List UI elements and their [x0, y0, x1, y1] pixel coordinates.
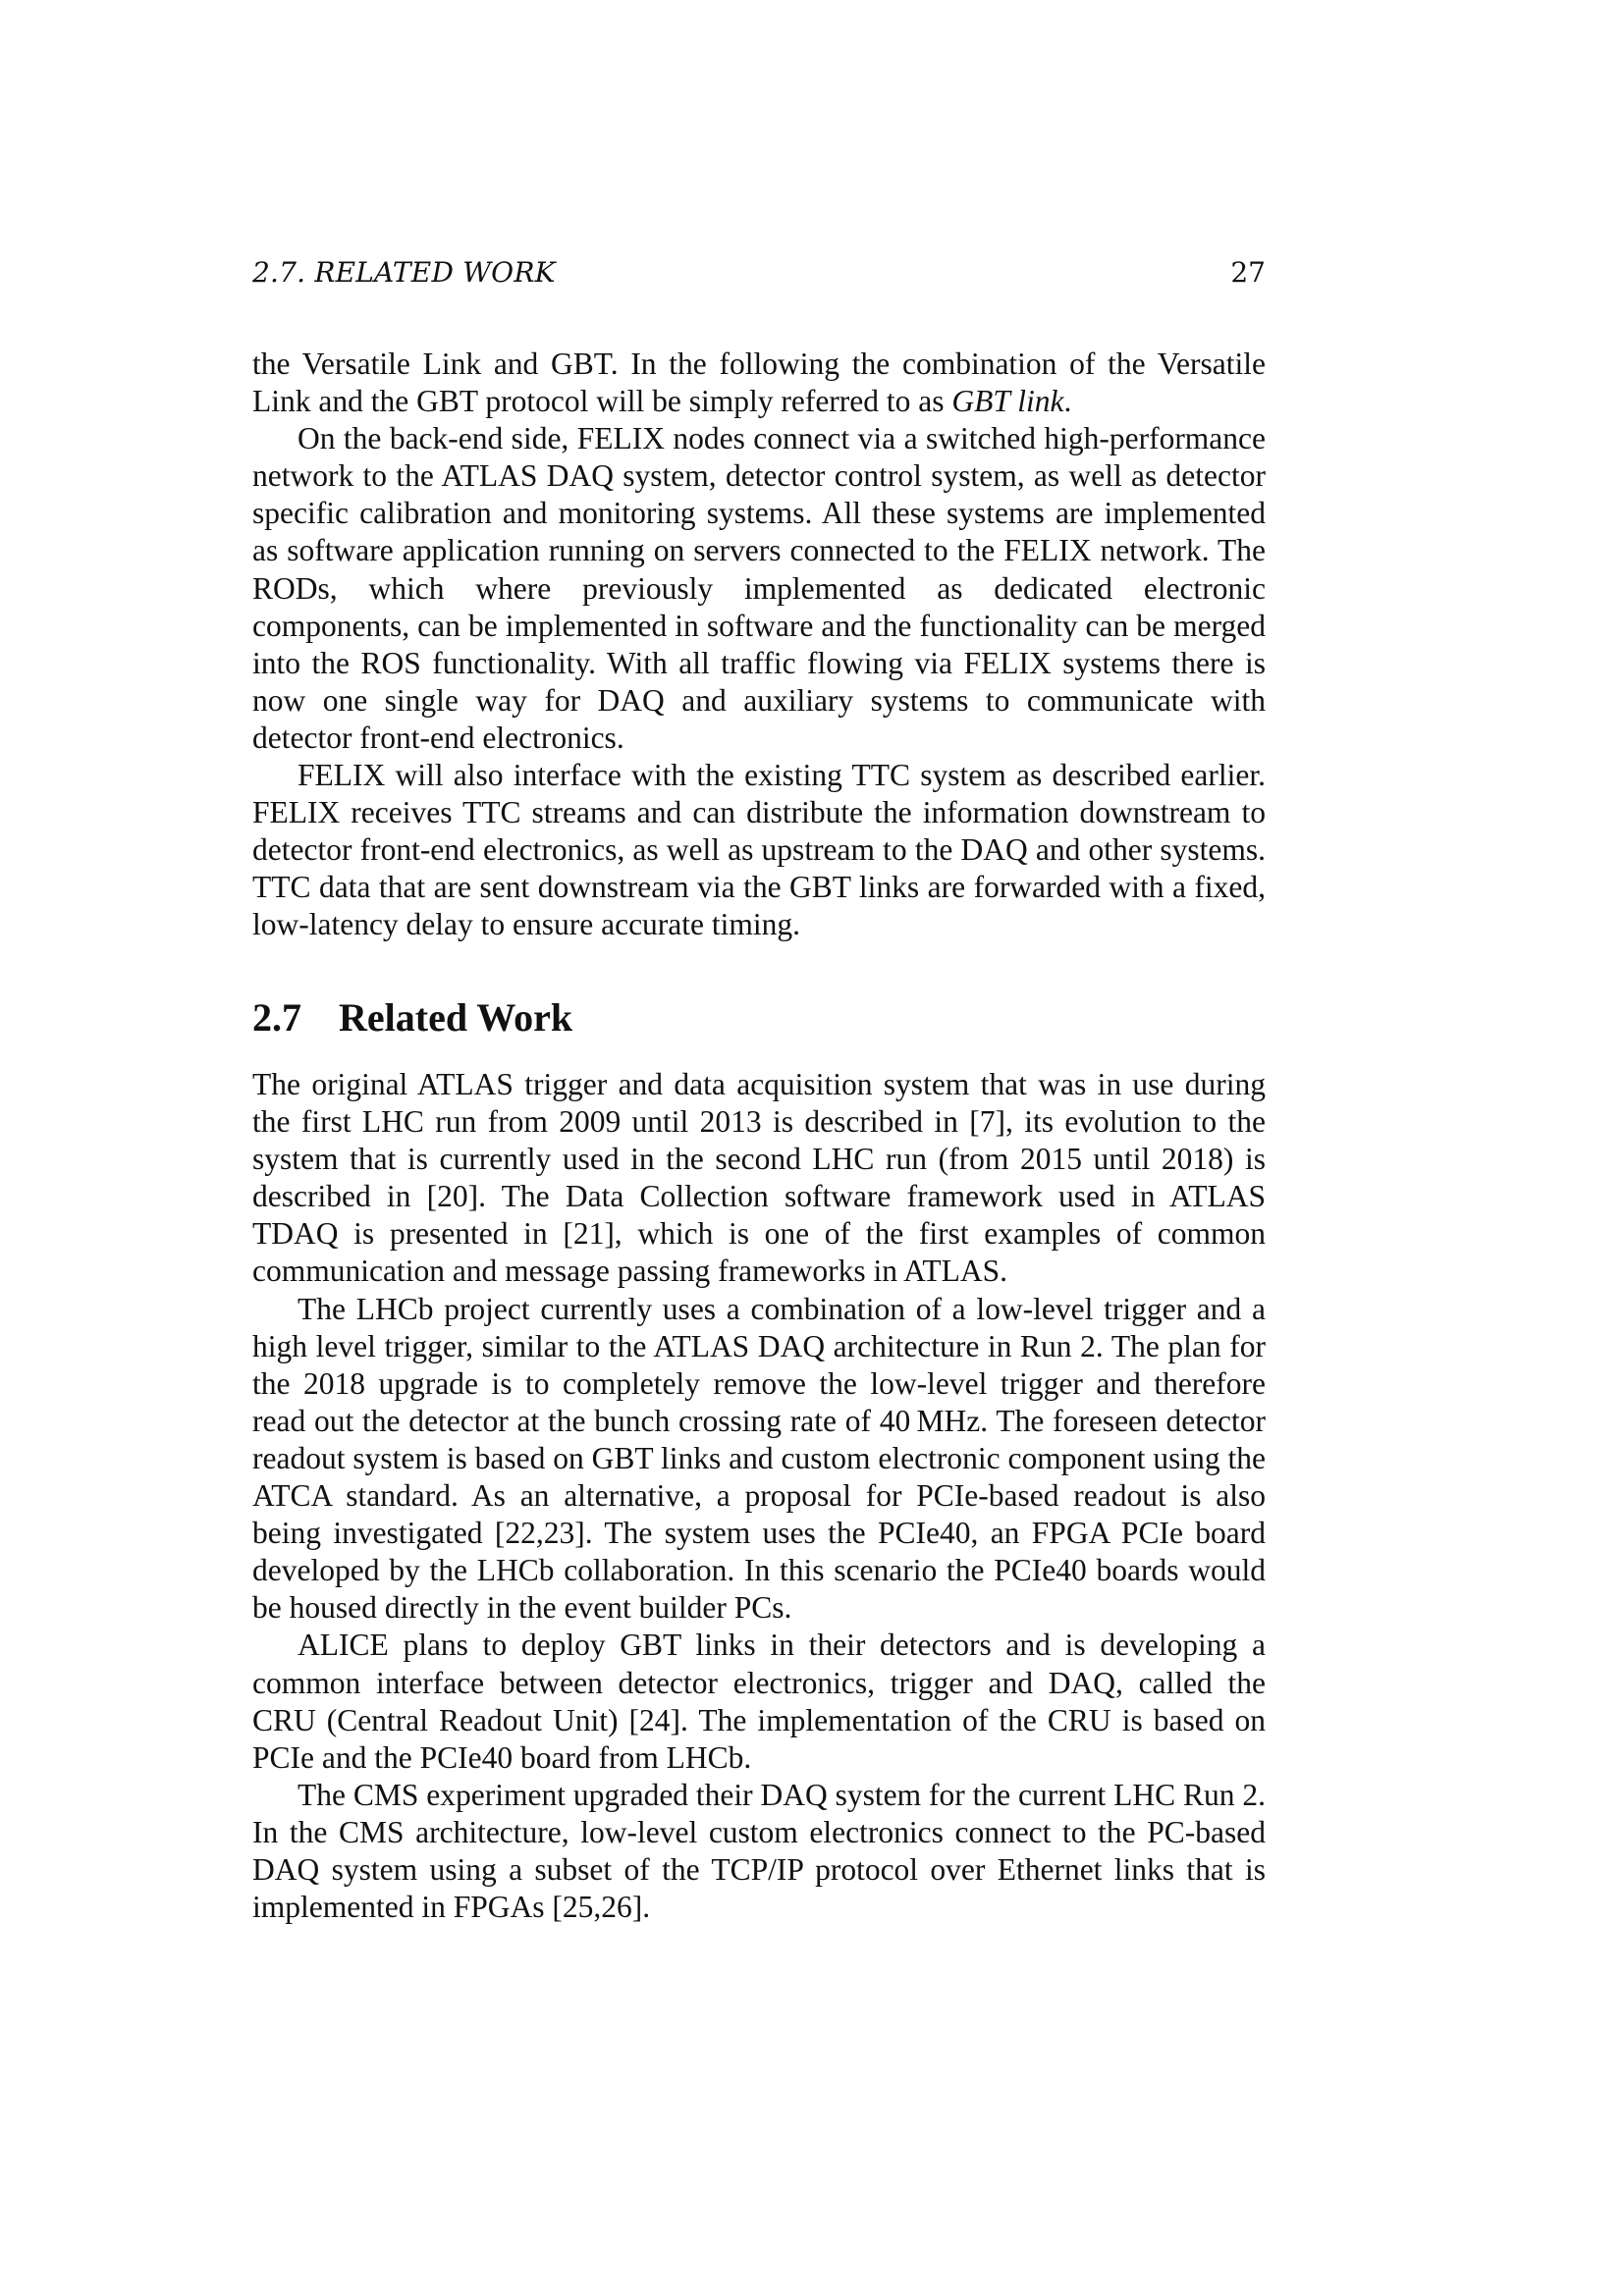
- paragraph-ttc: FELIX will also interface with the existing TTC system as described earlier. FELIX receives TTC streams and can distribute the information downstream to detector front-end electronics, as well as upstream to the DAQ and other systems. TTC data that are sent downstream via the GBT links are forwarded with a fixed, low-latency delay to ensure accurate timing.: [252, 758, 1266, 942]
- paragraph-alice: ALICE plans to deploy GBT links in their detectors and is developing a common interface between detector electronics, trigger and DAQ, called the CRU (Central Readout Unit) [24]. The implementation of the CRU is based on PCIe and the PCIe40 board from LHCb.: [252, 1628, 1266, 1775]
- paragraph-back-end: On the back-end side, FELIX nodes connect via a switched high-performance network to the ATLAS DAQ system, detector control system, as well as detector specific calibration and monitoring systems. All these systems are implemented as software application running on servers connected to the FELIX network. The RODs, which where previously implemented as dedicated electronic components, can be implemented in software and the functionality can be merged into the ROS functionality. With all traffic flowing via FELIX systems there is now one single way for DAQ and auxiliary systems to communicate with detector front-end electronics.: [252, 421, 1266, 755]
- body-text-top: [252, 346, 1266, 944]
- paragraph-cms: The CMS experiment upgraded their DAQ system for the current LHC Run 2. In the CMS architecture, low-level custom electronics connect to the PC-based DAQ system using a subset of the TCP/IP protocol over Ethernet links that is implemented in FPGAs [25,26].: [252, 1777, 1266, 1925]
- paragraph-versatile-link: [252, 346, 1266, 420]
- page-number: 27: [1230, 256, 1266, 289]
- paragraph-text: the Versatile Link and GBT. In the following the combination of the Versatile Link and the GBT protocol will be simply referred to as: [252, 347, 1266, 419]
- paragraph-end: .: [1063, 384, 1072, 419]
- body-text-related-work: [252, 1066, 1266, 1926]
- paragraph-lhcb: The LHCb project currently uses a combination of a low-level trigger and a high level trigger, similar to the ATLAS DAQ architecture in Run 2. The plan for the 2018 upgrade is to completely remove the low-level trigger and therefore read out the detector at the bunch crossing rate of 40 MHz. The foreseen detector readout system is based on GBT links and custom electronic component using the ATCA standard. As an alternative, a proposal for PCIe-based readout is also being investigated [22,23]. The system uses the PCIe40, an FPGA PCIe board developed by the LHCb collaboration. In this scenario the PCIe40 boards would be housed directly in the event builder PCs.: [252, 1291, 1266, 1626]
- emphasized-term: GBT link: [951, 384, 1064, 419]
- section-number: 2.7: [252, 995, 301, 1040]
- section-title: Related Work: [339, 995, 573, 1040]
- running-title: 2.7. RELATED WORK: [252, 256, 556, 289]
- section-heading: [252, 994, 1266, 1041]
- running-header: [252, 253, 1266, 293]
- paragraph-atlas: The original ATLAS trigger and data acquisition system that was in use during the first LHC run from 2009 until 2013 is described in [7], its evolution to the system that is currently used in the second LHC run (from 2015 until 2018) is described in [20]. The Data Collection software framework used in ATLAS TDAQ is presented in [21], which is one of the first examples of common communication and message passing frameworks in ATLAS.: [252, 1067, 1266, 1289]
